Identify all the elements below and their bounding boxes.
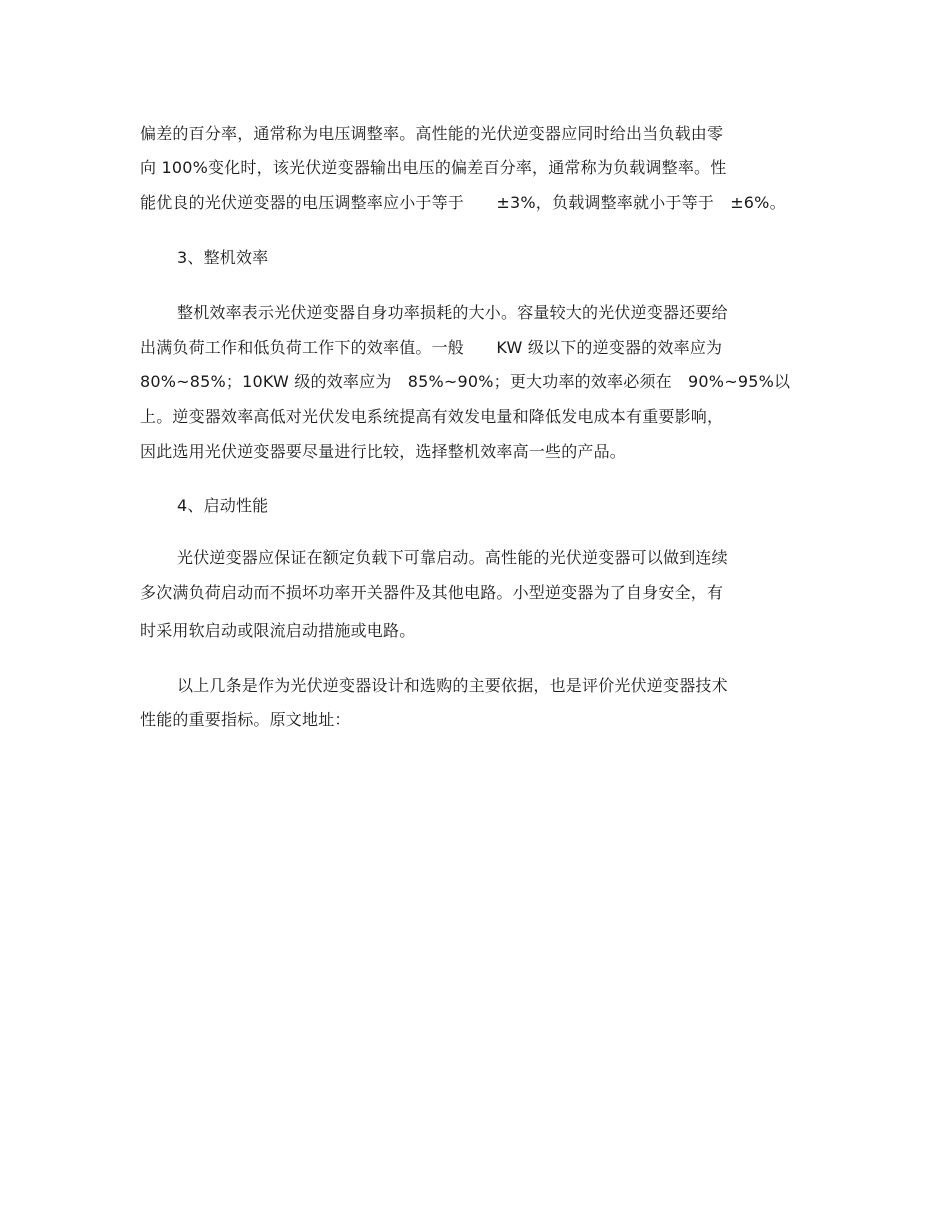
section-heading: 3、整机效率 [177,248,269,267]
text-line: 以上几条是作为光伏逆变器设计和选购的主要依据，也是评价光伏逆变器技术 [177,676,728,695]
text-line: 因此选用光伏逆变器要尽量进行比较，选择整机效率高一些的产品。 [140,442,627,461]
text-line: 整机效率表示光伏逆变器自身功率损耗的大小。容量较大的光伏逆变器还要给 [177,303,728,322]
text-line: 能优良的光伏逆变器的电压调整率应小于等于 ±3%，负载调整率就小于等于 ±6%。 [140,193,786,212]
text-line: 性能的重要指标。原文地址： [140,710,351,729]
text-line: 向 100%变化时，该光伏逆变器输出电压的偏差百分率，通常称为负载调整率。性 [140,158,727,177]
text-line: 多次满负荷启动而不损坏功率开关器件及其他电路。小型逆变器为了自身安全，有 [140,583,724,602]
text-line: 偏差的百分率，通常称为电压调整率。高性能的光伏逆变器应同时给出当负载由零 [140,124,724,143]
section-heading: 4、启动性能 [177,496,269,515]
text-line: 80%~85%；10KW 级的效率应为 85%~90%；更大功率的效率必须在 90%~95%以 [140,372,791,391]
text-line: 光伏逆变器应保证在额定负载下可靠启动。高性能的光伏逆变器可以做到连续 [177,548,728,567]
text-line: 上。逆变器效率高低对光伏发电系统提高有效发电量和降低发电成本有重要影响， [140,407,724,426]
text-line: 出满负荷工作和低负荷工作下的效率值。一般 KW 级以下的逆变器的效率应为 [140,338,723,357]
text-line: 时采用软启动或限流启动措施或电路。 [140,621,416,640]
